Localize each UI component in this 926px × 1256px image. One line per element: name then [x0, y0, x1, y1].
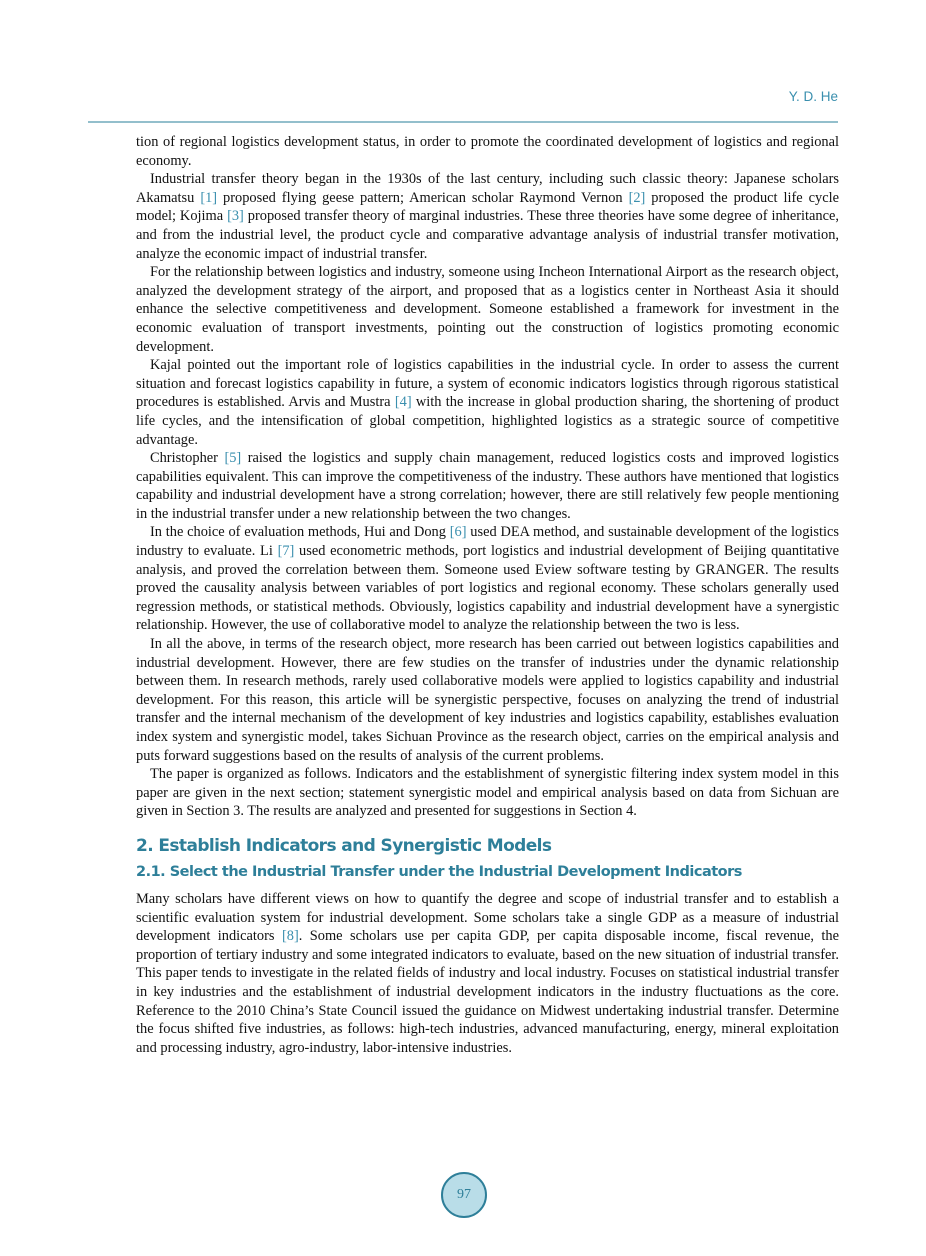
paragraph-text: used DEA method, and sustainable development of the logistics industry to evaluate. Li — [136, 524, 839, 560]
paragraph — [136, 523, 839, 635]
paragraph-text: Industrial transfer theory began in the 1930s of the last century, including such classic theory: Japanese scholars Akamatsu — [136, 171, 839, 206]
citation-link[interactable]: [1] — [200, 189, 218, 206]
paragraph — [136, 263, 839, 356]
paragraph — [136, 449, 839, 523]
page-number-badge: 97 — [441, 1172, 487, 1218]
paragraph-text: In the choice of evaluation methods, Hui and Dong — [150, 524, 450, 541]
citation-link[interactable]: [8] — [281, 928, 299, 945]
paragraph-text: proposed transfer theory of marginal industries. These three theories have some degree of inheritance, and from the industrial level, the product cycle and comparative advantage analysis of industrial transfer motivation, analyze the economic impact of industrial transfer. — [136, 208, 840, 262]
citation-link[interactable]: [3] — [227, 208, 244, 225]
citation-link[interactable]: [4] — [394, 394, 412, 411]
section-text — [136, 890, 839, 1057]
paragraph — [136, 765, 839, 821]
paragraph — [136, 133, 839, 170]
paragraph-text: used econometric methods, port logistics and industrial development of Beijing quantitative analysis, and proved the correlation between them. Someone used Eview software testing by GRANGER. The results proved the causality analysis between variables of port logistics and regional economy. These scholars generally used regression methods, or statistical methods. Obviously, logistics capability and industrial development have a synergistic relationship. However, the use of collaborative model to analyze the relationship between the two is less. — [136, 543, 840, 634]
citation-link[interactable]: [6] — [449, 524, 467, 541]
subsection-heading: 2.1. Select the Industrial Transfer under the Industrial Development Indicators — [136, 863, 742, 880]
paragraph-text: . Some scholars use per capita GDP, per capita disposable income, fiscal revenue, the proportion of tertiary industry and some integrated indicators to evaluate, based on the new situation of industrial transfer. This paper tends to investigate in the related fields of industry and local industry. Focuses on statistical industrial transfer in key industries and the establishment of industrial development indicators in the industry fluctuations as the core. Reference to the 2010 China’s State Council issued the guidance on Midwest undertaking industrial transfer. Determine the focus shifted five industries, as follows: high-tech industries, advanced manufacturing, energy, mineral exploitation and processing industry, agro-industry, labor-intensive industries. — [136, 928, 839, 1056]
paragraph — [136, 170, 839, 263]
introduction-text — [136, 133, 839, 821]
paragraph-text: In all the above, in terms of the research object, more research has been carried out between logistics capabilities and industrial development. However, there are few studies on the transfer of industries under the dynamic relationship between them. In research methods, rarely used collaborative models were applied to logistics capability and industrial development. For this reason, this article will be synergistic perspective, focuses on analyzing the trend of industrial transfer and the internal mechanism of the development of key industries and logistics capability, establishes evaluation index system and synergistic model, takes Sichuan Province as the research object, carries on the empirical analysis and puts forward suggestions based on the results of analysis of the current problems. — [136, 636, 839, 764]
paragraph-text: Kajal pointed out the important role of logistics capabilities in the industrial cycle. In order to assess the current situation and forecast logistics capability in future, a system of economic indicators logistics through rigorous statistical procedures is established. Arvis and Mustra — [136, 357, 839, 411]
paragraph — [136, 356, 839, 449]
paragraph — [136, 635, 839, 765]
paragraph-text: proposed the product life cycle model; Kojima — [136, 189, 839, 225]
paragraph-text: with the increase in global production sharing, the shortening of product life cycles, and the intensification of global competition, highlighted logistics as a strategic source of competitive advantage. — [136, 394, 839, 448]
paragraph-text: raised the logistics and supply chain management, reduced logistics costs and improved logistics capabilities equivalent. This can improve the competitiveness of the industry. These authors have mentioned that logistics capability and industrial development have a strong correlation; however, there are still relatively few people mentioning in the industrial transfer under a new relationship between the two changes. — [136, 450, 839, 522]
paragraph-text: proposed flying geese pattern; American scholar Raymond Vernon — [217, 189, 629, 206]
paragraph-text: For the relationship between logistics and industry, someone using Incheon International Airport as the research object, analyzed the development strategy of the airport, and proposed that as a logistics center in Northeast Asia it should enhance the selective competitiveness and development. Someone established a framework for investment in the economic evaluation of transport investments, pointing out the construction of logistics promoting economic development. — [136, 264, 839, 355]
header-rule — [88, 121, 838, 123]
page-body — [136, 133, 839, 1057]
paragraph-text: Christopher — [150, 450, 225, 467]
paragraph-text: tion of regional logistics development status, in order to promote the coordinated development of logistics and regional economy. — [136, 134, 839, 169]
citation-link[interactable]: [7] — [277, 543, 295, 560]
paragraph-text: The paper is organized as follows. Indicators and the establishment of synergistic filtering index system model in this paper are given in the next section; statement synergistic model and empirical analysis based on data from Sichuan are given in Section 3. The results are analyzed and presented for suggestions in Section 4. — [136, 766, 839, 820]
citation-link[interactable]: [5] — [224, 450, 242, 467]
paragraph — [136, 890, 839, 1057]
paragraph-text: Many scholars have different views on how to quantify the degree and scope of industrial transfer and to establish a scientific evaluation system for industrial development. Some scholars take a single GDP as a measure of industrial development indicators — [136, 890, 839, 945]
running-head: Y. D. He — [788, 89, 838, 104]
section-heading: 2. Establish Indicators and Synergistic Models — [136, 835, 552, 856]
citation-link[interactable]: [2] — [628, 189, 646, 206]
